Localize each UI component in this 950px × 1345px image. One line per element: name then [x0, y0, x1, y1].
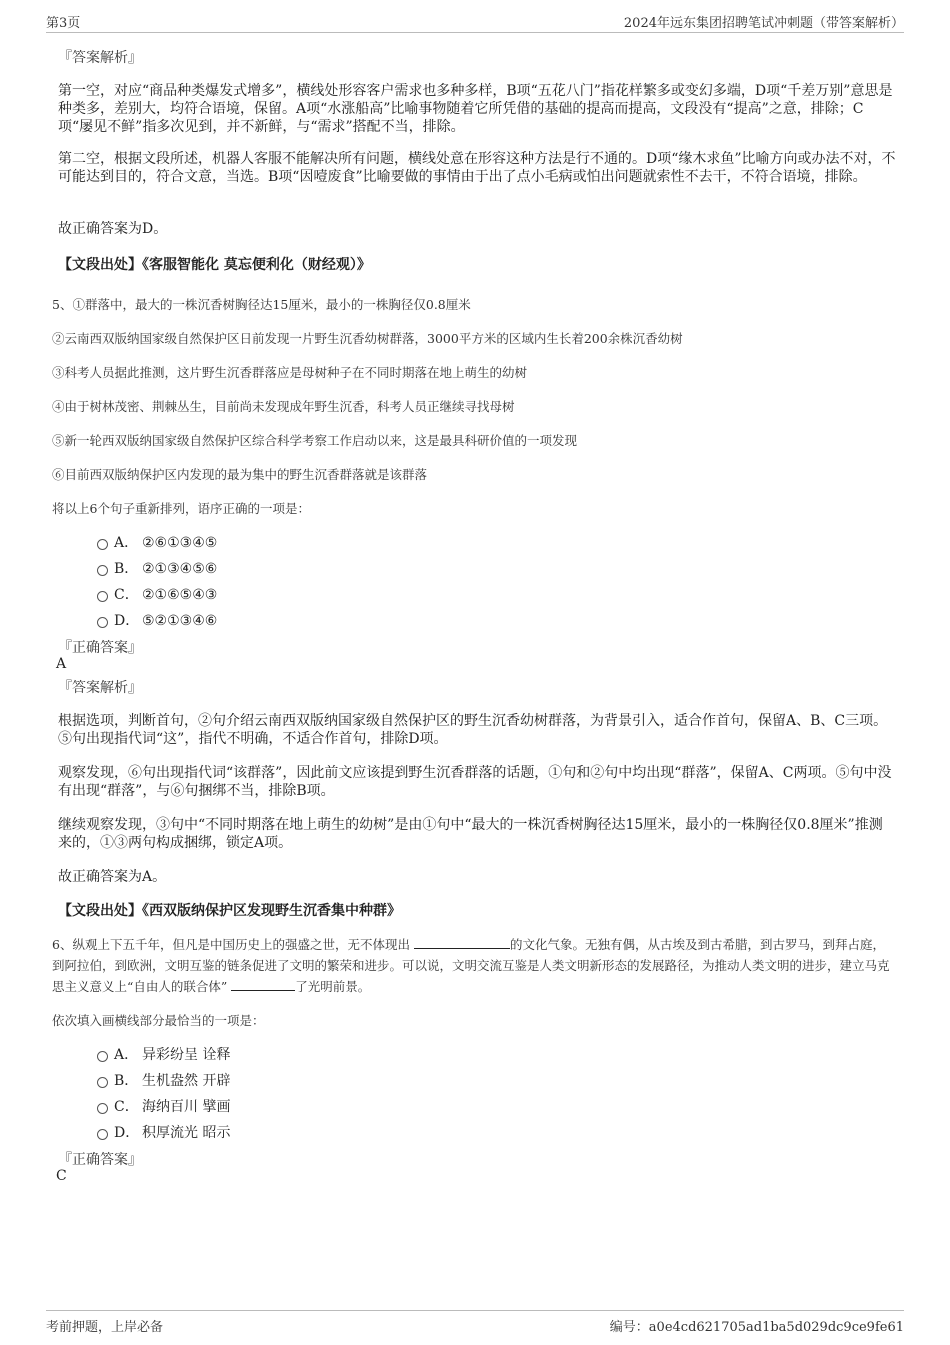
option-letter: B． — [114, 561, 139, 577]
option-letter: D． — [114, 1125, 140, 1141]
correct-answer-tag: 『正确答案』 — [58, 1152, 142, 1168]
q6-stem-part: 了光明前景。 — [295, 979, 371, 994]
q5-options — [52, 530, 452, 634]
correct-answer-tag: 『正确答案』 — [58, 640, 142, 656]
q5-analysis-1: 根据选项，判断首句，②句介绍云南西双版纳国家级自然保护区的野生沉香幼树群落，为背景引入，适合作首句，保留A、B、C三项。⑤句出现指代词“这”，指代不明确，不适合作首句，排除D项。 — [58, 713, 888, 747]
option-text: 生机盎然 开辟 — [142, 1073, 231, 1089]
q5-option-d[interactable] — [52, 608, 452, 634]
q5-conclusion: 故正确答案为A。 — [58, 869, 167, 885]
radio-icon[interactable] — [97, 1129, 108, 1140]
radio-icon[interactable] — [97, 539, 108, 550]
option-text: ②①⑥⑤④③ — [142, 587, 218, 603]
radio-icon[interactable] — [97, 617, 108, 628]
q5-sentence: ④由于树林茂密、荆棘丛生，目前尚未发现成年野生沉香，科考人员正继续寻找母树 — [52, 399, 515, 414]
analysis-paragraph-2: 第二空，根据文段所述，机器人客服不能解决所有问题，横线处意在形容这种方法是行不通的。D项“缘木求鱼”比喻方向或办法不对，不可能达到目的，符合文意，当选。B项“因噎废食”比喻要做的事情由于出了点小毛病或怕出问题就索性不去干，不符合语境，排除。 — [58, 151, 896, 185]
q5-option-a[interactable] — [52, 530, 452, 556]
q5-option-c[interactable] — [52, 582, 452, 608]
source-citation: 【文段出处】《客服智能化 莫忘便利化（财经观）》 — [58, 257, 371, 273]
option-letter: A． — [114, 1047, 139, 1063]
q5-analysis-2: 观察发现，⑥句出现指代词“该群落”，因此前文应该提到野生沉香群落的话题，①句和②句中均出现“群落”，保留A、C两项。⑤句中没有出现“群落”，与⑥句捆绑不当，排除B项。 — [58, 765, 892, 799]
source-citation: 【文段出处】《西双版纳保护区发现野生沉香集中种群》 — [58, 903, 401, 919]
q6-option-b[interactable] — [52, 1068, 452, 1094]
question-6 — [52, 934, 892, 1031]
q6-option-d[interactable] — [52, 1120, 452, 1146]
page-number: 第3页 — [46, 16, 81, 31]
option-text: 积厚流光 昭示 — [142, 1125, 231, 1141]
q5-option-b[interactable] — [52, 556, 452, 582]
document-id: 编号：a0e4cd621705ad1ba5d029dc9ce9fe61 — [609, 1320, 904, 1335]
analysis-tag: 『答案解析』 — [58, 50, 142, 66]
q5-analysis-3: 继续观察发现，③句中“不同时期落在地上萌生的幼树”是由①句中“最大的一株沉香树胸径达15厘米，最小的一株胸径仅0.8厘米”推测来的，①③两句构成捆绑，锁定A项。 — [58, 817, 883, 851]
q6-stem — [52, 934, 892, 997]
q5-sentence: ③科考人员据此推测，这片野生沉香群落应是母树种子在不同时期落在地上萌生的幼树 — [52, 365, 528, 380]
option-letter: B． — [114, 1073, 139, 1089]
option-letter: C． — [114, 1099, 139, 1115]
page-footer — [46, 1310, 904, 1337]
analysis-paragraph-1: 第一空，对应“商品种类爆发式增多”，横线处形容客户需求也多种多样，B项“五花八门”指花样繁多或变幻多端，D项“千差万别”意思是种类多，差别大，均符合语境，保留。A项“水涨船高”比喻事物随着它所凭借的基础的提高而提高，文段没有“提高”之意，排除；C项“屡见不鲜”指多次见到，并不新鲜，与“需求”搭配不当，排除。 — [58, 83, 893, 135]
q5-sentence: ⑥目前西双版纳保护区内发现的最为集中的野生沉香群落就是该群落 — [52, 467, 428, 482]
analysis-tag: 『答案解析』 — [58, 680, 142, 696]
fill-blank — [414, 936, 510, 949]
radio-icon[interactable] — [97, 1103, 108, 1114]
option-text: ②⑥①③④⑤ — [142, 535, 218, 551]
q5-sentence: ⑤新一轮西双版纳国家级自然保护区综合科学考察工作启动以来，这是最具科研价值的一项发现 — [52, 433, 578, 448]
analysis-conclusion: 故正确答案为D。 — [58, 221, 168, 237]
q6-stem-part: 6、纵观上下五千年，但凡是中国历史上的强盛之世，无不体现出 — [52, 937, 410, 952]
q5-prompt: 将以上6个句子重新排列，语序正确的一项是： — [52, 501, 310, 516]
question-5 — [52, 294, 902, 519]
option-text: 异彩纷呈 诠释 — [142, 1047, 231, 1063]
radio-icon[interactable] — [97, 1051, 108, 1062]
option-text: ⑤②①③④⑥ — [142, 613, 218, 629]
q6-option-c[interactable] — [52, 1094, 452, 1120]
q6-stem-part: 的文化气象。无独有偶，从古埃及到古希腊，到古罗马，到拜占庭，到阿拉伯，到欧洲，文明互鉴的链条促进了文明的繁荣和进步。可以说，文明交流互鉴是人类文明新形态的发展路径，为推动人类文明的进步，建立马克思主义意义上“自由人的联合体” — [52, 937, 890, 994]
option-text: ②①③④⑤⑥ — [142, 561, 218, 577]
option-letter: D． — [114, 613, 140, 629]
footer-slogan: 考前押题，上岸必备 — [46, 1320, 164, 1335]
correct-answer: A — [56, 656, 67, 672]
document-title: 2024年远东集团招聘笔试冲刺题（带答案解析） — [623, 16, 904, 31]
page-header — [46, 10, 904, 33]
q6-options — [52, 1042, 452, 1146]
option-text: 海纳百川 擘画 — [142, 1099, 231, 1115]
option-letter: A． — [114, 535, 139, 551]
correct-answer: C — [56, 1168, 67, 1184]
radio-icon[interactable] — [97, 591, 108, 602]
q6-prompt: 依次填入画横线部分最恰当的一项是： — [52, 1013, 265, 1028]
fill-blank — [231, 978, 295, 991]
q5-sentence: ②云南西双版纳国家级自然保护区日前发现一片野生沉香幼树群落，3000平方米的区域内生长着200余株沉香幼树 — [52, 331, 683, 346]
radio-icon[interactable] — [97, 1077, 108, 1088]
q6-option-a[interactable] — [52, 1042, 452, 1068]
radio-icon[interactable] — [97, 565, 108, 576]
q5-sentence: 5、①群落中，最大的一株沉香树胸径达15厘米，最小的一株胸径仅0.8厘米 — [52, 297, 471, 312]
option-letter: C． — [114, 587, 139, 603]
